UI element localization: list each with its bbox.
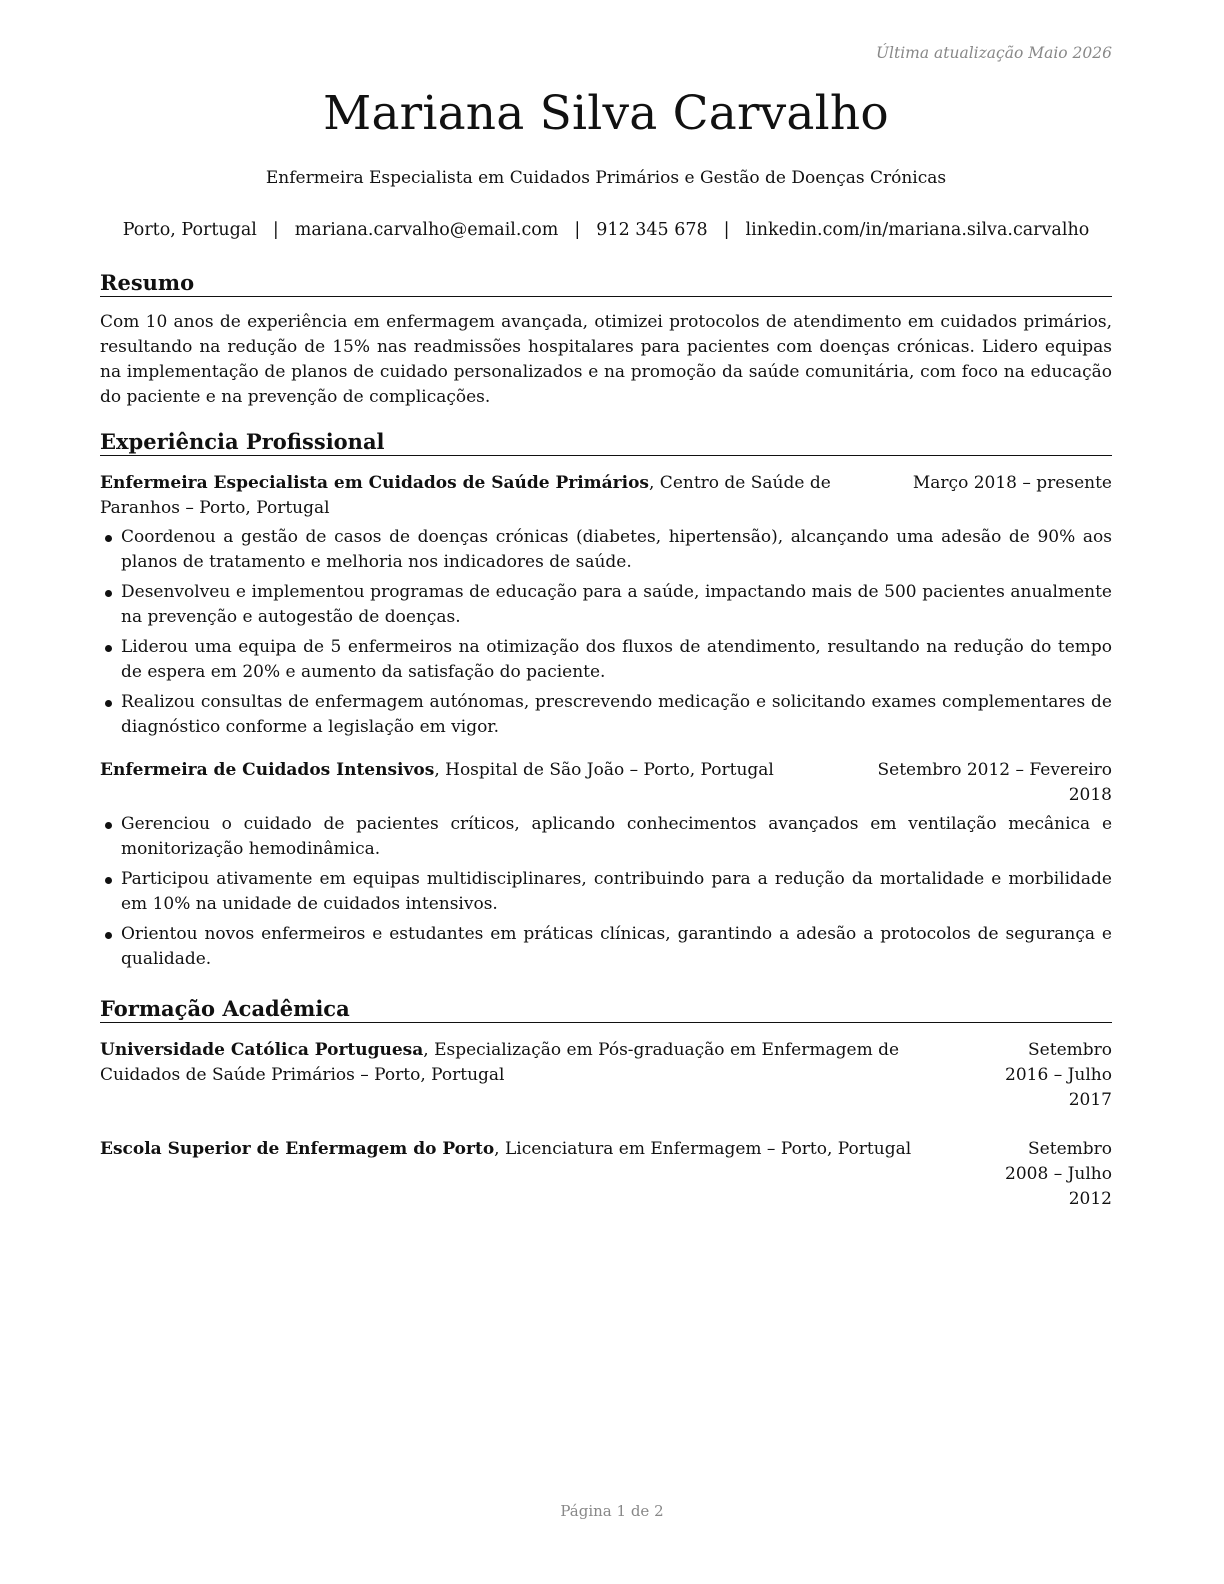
education-entry bbox=[100, 1038, 1112, 1113]
summary-text: Com 10 anos de experiência em enfermagem avançada, otimizei protocolos de atendimento em cuidados primários, resultando na redução de 15% nas readmissões hospitalares para pacientes com doenças crónicas. Lidero equipas na implementação de planos de cuidado personalizados e na promoção da saúde comunitária, com foco na educação do paciente e na prevenção de complicações. bbox=[100, 312, 1112, 408]
job-bullet: Participou ativamente em equipas multidisciplinares, contribuindo para a redução da mortalidade e morbilidade em 10% na unidade de cuidados intensivos. bbox=[100, 867, 1112, 917]
job-bullet: Liderou uma equipa de 5 enfermeiros na otimização dos fluxos de atendimento, resultando na redução do tempo de espera em 20% e aumento da satisfação do paciente. bbox=[100, 635, 1112, 685]
contact-linkedin[interactable]: linkedin.com/in/mariana.silva.carvalho bbox=[745, 220, 1090, 240]
contact-email[interactable]: mariana.carvalho@email.com bbox=[294, 220, 559, 240]
education-dates: Setembro 2008 – Julho 2012 bbox=[1005, 1139, 1112, 1210]
headline: Enfermeira Especialista em Cuidados Primários e Gestão de Doenças Crónicas bbox=[265, 168, 947, 188]
job-header bbox=[100, 471, 1112, 521]
last-updated: Última atualização Maio 2026 bbox=[875, 44, 1112, 62]
education-header bbox=[100, 1137, 1112, 1212]
education-title-line bbox=[100, 1038, 962, 1088]
education-title-line bbox=[100, 1137, 962, 1162]
education-degree: , Licenciatura em Enfermagem – Porto, Portugal bbox=[494, 1139, 912, 1160]
job-bullets bbox=[100, 525, 1112, 740]
job-bullet: Coordenou a gestão de casos de doenças crónicas (diabetes, hipertensão), alcançando uma adesão de 90% aos planos de tratamento e melhoria nos indicadores de saúde. bbox=[100, 525, 1112, 575]
section-title-education: Formação Acadêmica bbox=[100, 996, 1112, 1023]
education-entry bbox=[100, 1137, 1112, 1212]
candidate-name: Mariana Silva Carvalho bbox=[323, 86, 889, 141]
section-title-summary: Resumo bbox=[100, 270, 1112, 297]
education-section bbox=[100, 996, 1112, 1212]
contact-line bbox=[100, 219, 1112, 242]
job-dates: Setembro 2012 – Fevereiro 2018 bbox=[877, 760, 1112, 806]
job-bullet: Gerenciou o cuidado de pacientes críticos, aplicando conhecimentos avançados em ventilação mecânica e monitorização hemodinâmica. bbox=[100, 812, 1112, 862]
job-entry bbox=[100, 758, 1112, 972]
job-bullet: Realizou consultas de enfermagem autónomas, prescrevendo medicação e solicitando exames complementares de diagnóstico conforme a legislação em vigor. bbox=[100, 690, 1112, 740]
job-title-line bbox=[100, 758, 847, 783]
contact-separator: | bbox=[723, 220, 730, 240]
education-school: Universidade Católica Portuguesa bbox=[100, 1040, 424, 1061]
job-place: , Centro de Saúde de Paranhos – Porto, Portugal bbox=[100, 473, 831, 519]
summary-section bbox=[100, 270, 1112, 410]
job-place: , Hospital de São João – Porto, Portugal bbox=[434, 760, 774, 781]
education-degree: , Especialização em Pós-graduação em Enfermagem de Cuidados de Saúde Primários – Porto, Portugal bbox=[100, 1040, 900, 1086]
job-entry bbox=[100, 471, 1112, 740]
education-dates: Setembro 2016 – Julho 2017 bbox=[1005, 1040, 1112, 1111]
education-school: Escola Superior de Enfermagem do Porto bbox=[100, 1139, 495, 1160]
job-bullets bbox=[100, 812, 1112, 972]
job-role: Enfermeira de Cuidados Intensivos bbox=[100, 760, 435, 781]
experience-section bbox=[100, 429, 1112, 977]
contact-location: Porto, Portugal bbox=[122, 220, 257, 240]
section-title-experience: Experiência Profissional bbox=[100, 429, 1112, 456]
job-header bbox=[100, 758, 1112, 808]
page-number: Página 1 de 2 bbox=[560, 1502, 664, 1520]
job-title-line bbox=[100, 471, 883, 521]
education-header bbox=[100, 1038, 1112, 1113]
job-bullet: Desenvolveu e implementou programas de educação para a saúde, impactando mais de 500 pacientes anualmente na prevenção e autogestão de doenças. bbox=[100, 580, 1112, 630]
job-dates: Março 2018 – presente bbox=[912, 473, 1112, 494]
contact-separator: | bbox=[272, 220, 279, 240]
contact-separator: | bbox=[574, 220, 581, 240]
job-role: Enfermeira Especialista em Cuidados de Saúde Primários bbox=[100, 473, 649, 494]
job-bullet: Orientou novos enfermeiros e estudantes em práticas clínicas, garantindo a adesão a protocolos de segurança e qualidade. bbox=[100, 922, 1112, 972]
contact-phone: 912 345 678 bbox=[596, 220, 708, 240]
